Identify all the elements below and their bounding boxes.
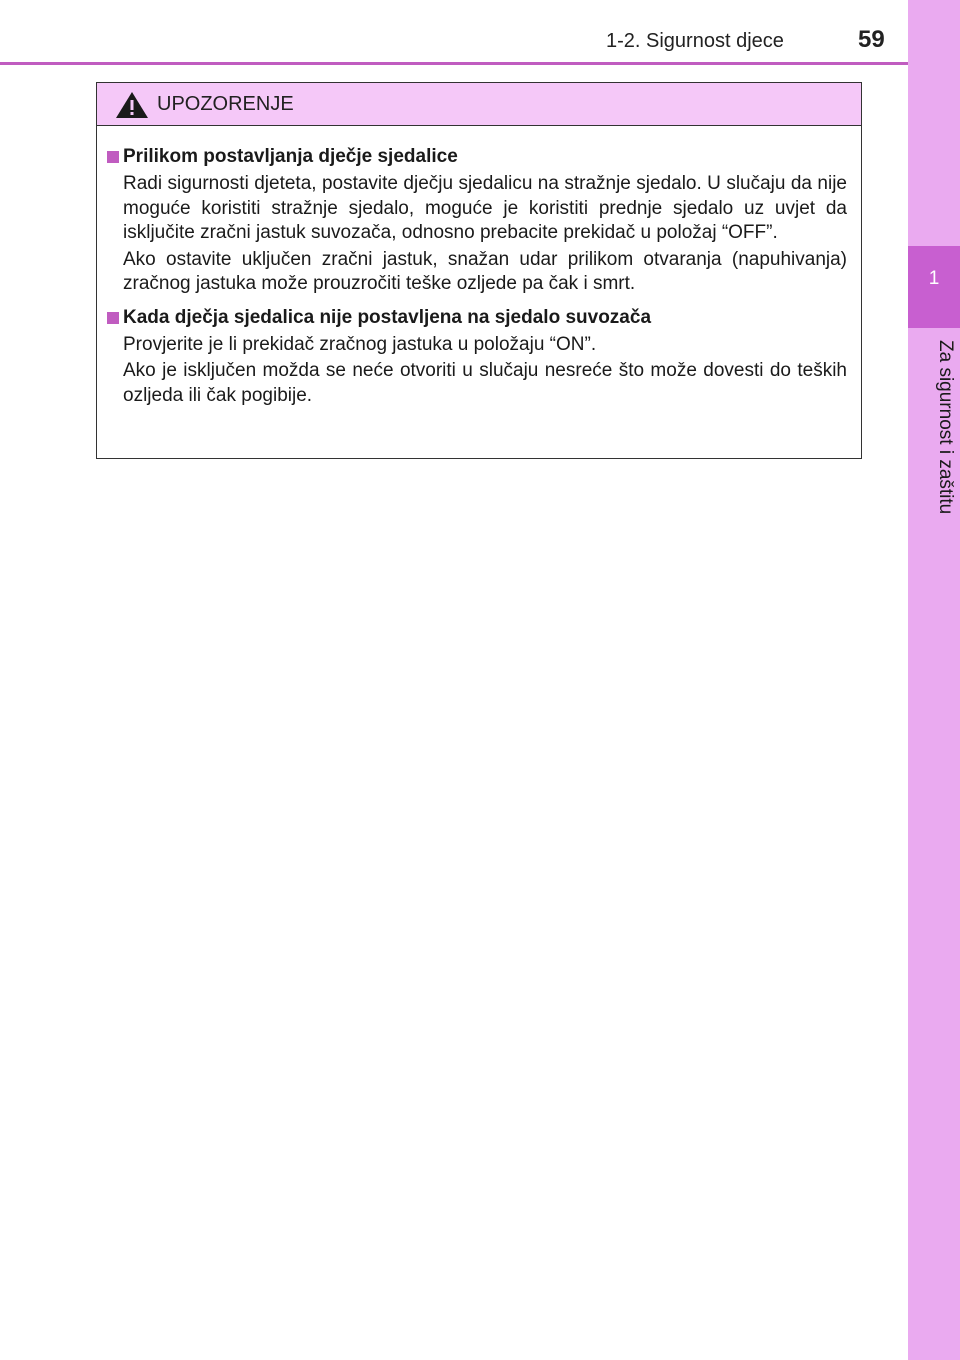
section-heading [107, 144, 847, 170]
paragraph: Provjerite je li prekidač zračnog jastuka u položaju “ON”. [123, 333, 597, 355]
paragraph: Radi sigurnosti djeteta, postavite dječju sjedalicu na stražnje sjedalo. U slučaju da nije moguće koristiti stražnje sjedalo, moguće je koristiti prednje sjedalo uz uvjet da isključite zračni jastuk suvozača, odnosno prebacite prekidač u položaj “OFF”. [123, 173, 847, 243]
section-heading-text: Kada dječja sjedalica nije postavljena na sjedalo suvozača [123, 306, 652, 328]
paragraph: Ako je isključen možda se neće otvoriti u slučaju nesreće što može dovesti do teških ozljeda ili čak pogibije. [123, 360, 847, 406]
section-heading [107, 305, 847, 331]
bullet-square-icon [107, 151, 119, 163]
warning-section [107, 305, 847, 409]
section-title: 1-2. Sigurnost djece [606, 30, 784, 52]
chapter-side-tab [908, 0, 960, 1360]
page-number: 59 [858, 26, 885, 53]
warning-body [97, 126, 861, 408]
header-rule [0, 62, 908, 65]
warning-box [96, 82, 862, 459]
warning-label: UPOZORENJE [157, 93, 294, 115]
warning-header [97, 83, 861, 126]
chapter-title: Za sigurnost i zaštitu [935, 340, 956, 515]
warning-triangle-icon [115, 91, 149, 119]
bullet-square-icon [107, 312, 119, 324]
section-heading-text: Prilikom postavljanja dječje sjedalice [123, 146, 458, 167]
paragraph: Ako ostavite uključen zračni jastuk, snažan udar prilikom otvaranja (napuhivanja) zračnog jastuka može prouzročiti teške ozljede pa čak i smrt. [123, 248, 847, 294]
warning-section [107, 144, 847, 297]
chapter-number: 1 [928, 268, 940, 289]
